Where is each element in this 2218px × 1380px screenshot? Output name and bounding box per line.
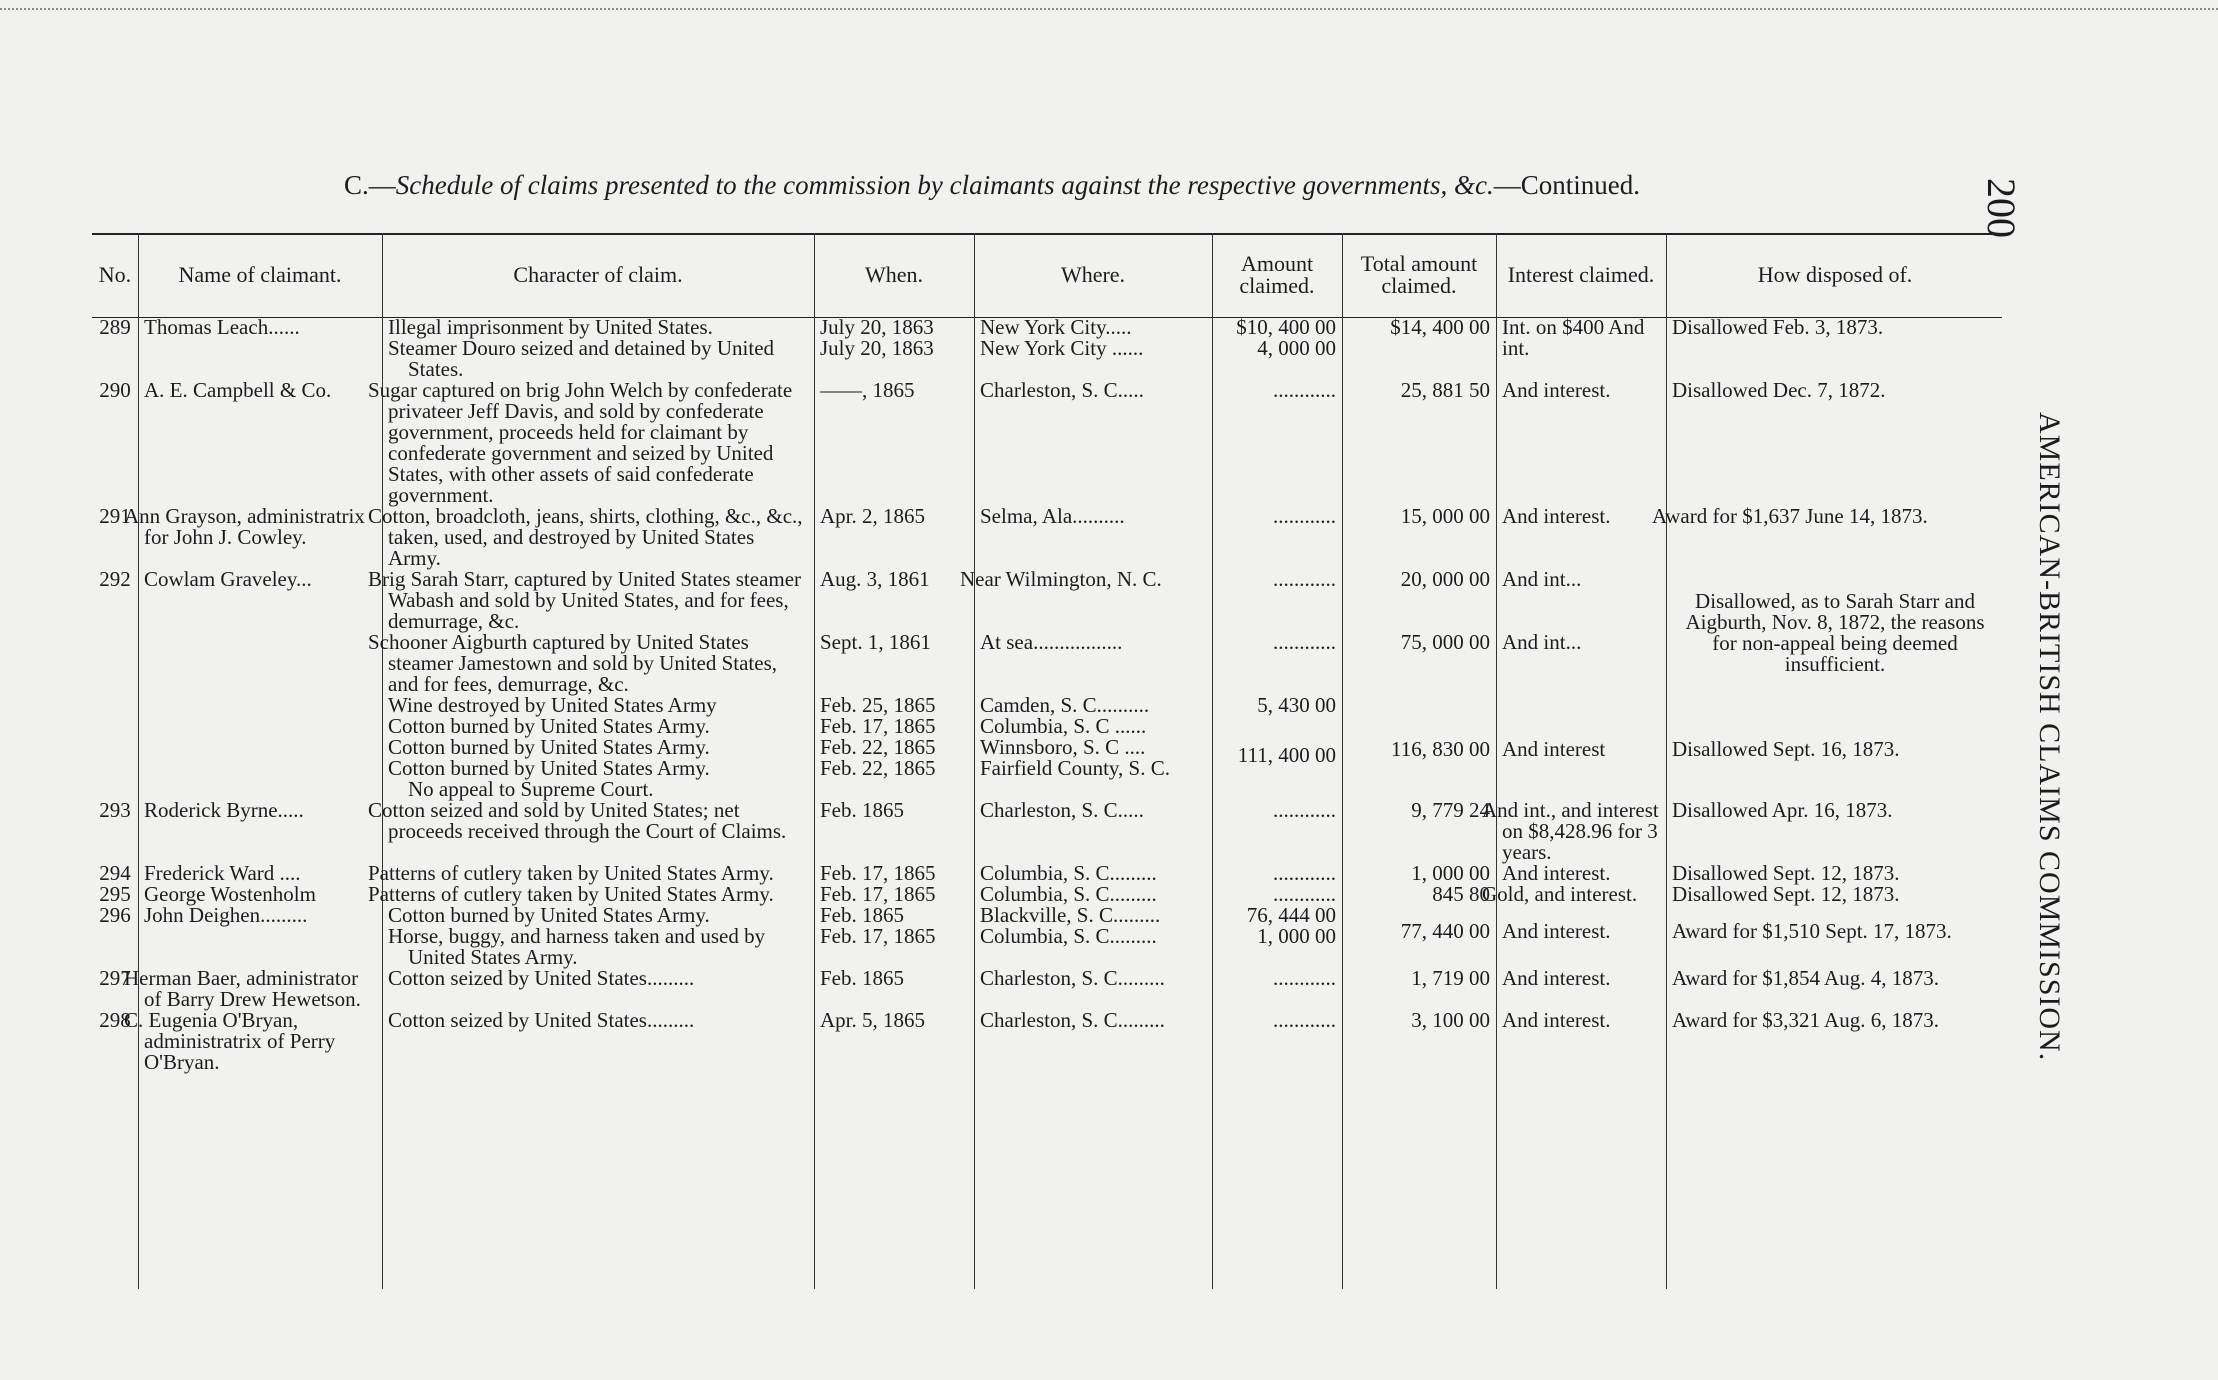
disposition: Disallowed Feb. 3, 1873. (1672, 315, 1884, 339)
claimant-name: George Wostenholm (144, 882, 316, 906)
interest-claimed: And int... (1502, 567, 1582, 591)
disposition: Award for $1,854 Aug. 4, 1873. (1672, 966, 1939, 990)
col-header-interest: Interest claimed. (1507, 262, 1655, 287)
claim-character: Cotton, broadcloth, jeans, shirts, clothing, &c., &c., taken, used, and destroyed by United States Army. (368, 504, 803, 570)
claim-when: Apr. 2, 1865 (820, 504, 925, 528)
claim-when: Feb. 25, 1865 Feb. 17, 1865 Feb. 22, 1865 Feb. 22, 1865 (820, 693, 936, 780)
claim-character: Cotton seized and sold by United States; net proceeds received through the Court of Claims. (368, 798, 787, 843)
total-claimed: 77, 440 00 (1400, 919, 1490, 943)
claimant-name: Herman Baer, administrator of Barry Drew Hewetson. (124, 966, 361, 1011)
table-row (92, 884, 2004, 905)
claim-character: Schooner Aigburth captured by United States steamer Jamestown and sold by United States, and for fees, demurrage, &c. (368, 630, 778, 696)
col-header-total: Total amount claimed. (1360, 251, 1478, 298)
claimant-name: Cowlam Graveley... (144, 567, 312, 591)
claim-character: Brig Sarah Starr, captured by United States steamer Wabash and sold by United States, and for fees, demurrage, &c. (368, 567, 802, 633)
page-top-rule (0, 8, 2218, 10)
amount-claimed: ............ (1273, 567, 1336, 591)
claimant-name: Thomas Leach...... (144, 315, 300, 339)
amount-claimed: ............ (1273, 1008, 1336, 1032)
interest-claimed: And interest. (1502, 504, 1611, 528)
claim-when: Feb. 1865 (820, 966, 904, 990)
claim-where: Charleston, S. C......... (980, 966, 1165, 990)
claim-where: Camden, S. C.......... Columbia, S. C ...... Winnsboro, S. C .... Fairfield County, S. C. (980, 693, 1170, 780)
col-header-amount: Amount claimed. (1239, 251, 1315, 298)
caption-title: Schedule of claims presented to the commission by claimants against the respective governments, &c. (395, 170, 1494, 200)
disposition: Disallowed, as to Sarah Starr and Aigburth, Nov. 8, 1872, the reasons for non-appeal being deemed insufficient. (1685, 589, 1985, 676)
amount-claimed: ............ (1273, 882, 1336, 906)
claimant-name: C. Eugenia O'Bryan, administratrix of Perry O'Bryan. (124, 1008, 336, 1074)
amount-claimed: ............ (1273, 504, 1336, 528)
schedule-caption (344, 170, 1784, 201)
claim-number: 297 (99, 966, 131, 990)
col-header-where: Where. (1060, 262, 1126, 287)
claim-when: Feb. 17, 1865 (820, 861, 936, 885)
col-header-character: Character of claim. (513, 262, 683, 287)
header-row (92, 233, 2004, 317)
interest-claimed: And interest. (1502, 966, 1611, 990)
claim-where: Columbia, S. C......... (980, 882, 1157, 906)
claim-where: Charleston, S. C......... (980, 1008, 1165, 1032)
interest-claimed: Gold, and interest. (1482, 882, 1638, 906)
caption-suffix: —Continued. (1493, 170, 1641, 200)
amount-claimed: ............ (1273, 861, 1336, 885)
claim-number: 291 (99, 504, 131, 528)
disposition: Disallowed Sept. 16, 1873. (1672, 737, 1900, 761)
claim-where: Columbia, S. C......... (980, 861, 1157, 885)
claim-character: Cotton seized by United States......... (388, 1008, 695, 1032)
total-claimed: 75, 000 00 (1400, 630, 1490, 654)
total-claimed: 116, 830 00 (1391, 737, 1490, 761)
disposition: Award for $1,510 Sept. 17, 1873. (1672, 919, 1952, 943)
table-row (92, 863, 2004, 884)
table-row (92, 569, 2004, 632)
claim-where: New York City..... New York City ...... (980, 315, 1144, 360)
claim-character: Sugar captured on brig John Welch by confederate privateer Jeff Davis, and sold by confederate government, proceeds held for claimant by confederate government and seized by United States, with other assets of said confederate government. (368, 378, 793, 507)
claim-character: Cotton burned by United States Army. Horse, buggy, and harness taken and used by United States Army. (388, 903, 766, 969)
claimant-name: Roderick Byrne..... (144, 798, 304, 822)
interest-claimed: And interest. (1502, 861, 1611, 885)
claim-character: Illegal imprisonment by United States. Steamer Douro seized and detained by United States. (388, 315, 775, 381)
interest-claimed: And interest (1502, 737, 1606, 761)
claim-number: 293 (99, 798, 131, 822)
total-claimed: 1, 719 00 (1411, 966, 1490, 990)
claim-when: Feb. 17, 1865 (820, 882, 936, 906)
claim-number: 298 (99, 1008, 131, 1032)
claim-where: Charleston, S. C..... (980, 378, 1144, 402)
amount-claimed: ............ (1273, 378, 1336, 402)
interest-claimed: And interest. (1502, 378, 1611, 402)
total-claimed: 845 80 (1432, 882, 1490, 906)
interest-claimed: And interest. (1502, 1008, 1611, 1032)
caption-prefix: C.— (344, 170, 396, 200)
total-claimed: 9, 779 24 (1411, 798, 1490, 822)
claim-number: 296 (99, 903, 131, 927)
disposition: Disallowed Sept. 12, 1873. (1672, 861, 1900, 885)
interest-claimed: And int., and interest on $8,428.96 for 3 years. (1482, 798, 1659, 864)
amount-claimed: 76, 444 00 1, 000 00 (1246, 903, 1336, 948)
claim-where: Charleston, S. C..... (980, 798, 1144, 822)
claim-number: 294 (99, 861, 131, 885)
claim-where: Blackville, S. C......... Columbia, S. C......... (980, 903, 1161, 948)
total-claimed: 1, 000 00 (1411, 861, 1490, 885)
disposition: Award for $3,321 Aug. 6, 1873. (1672, 1008, 1939, 1032)
amount-claimed: $10, 400 00 4, 000 00 (1236, 315, 1336, 360)
claim-when: July 20, 1863 July 20, 1863 (820, 315, 934, 360)
claimant-name: Frederick Ward .... (144, 861, 301, 885)
claimant-name: Ann Grayson, administratrix for John J. Cowley. (124, 504, 365, 549)
claim-when: Feb. 1865 (820, 798, 904, 822)
claimant-name: A. E. Campbell & Co. (144, 378, 332, 402)
table-row (92, 968, 2004, 1010)
claim-character: Patterns of cutlery taken by United States Army. (368, 861, 774, 885)
amount-claimed: ............ (1273, 630, 1336, 654)
col-header-disposition: How disposed of. (1757, 262, 1913, 287)
table-row (92, 905, 2004, 968)
running-head: AMERICAN-BRITISH CLAIMS COMMISSION. (2033, 412, 2066, 1062)
interest-claimed: Int. on $400 And int. (1502, 315, 1645, 360)
col-header-no: No. (98, 262, 132, 287)
claimant-name: John Deighen......... (144, 903, 308, 927)
claims-schedule-table (92, 233, 2004, 1073)
interest-claimed: And int... (1502, 630, 1582, 654)
claim-when: Apr. 5, 1865 (820, 1008, 925, 1032)
table-row (92, 800, 2004, 863)
table-row (92, 1010, 2004, 1073)
claim-where: Selma, Ala.......... (980, 504, 1125, 528)
amount-claimed: ............ (1273, 798, 1336, 822)
claim-when: Aug. 3, 1861 (820, 567, 930, 591)
claim-number: 295 (99, 882, 131, 906)
table-row (92, 317, 2004, 380)
disposition: Award for $1,637 June 14, 1873. (1652, 504, 1928, 528)
claim-number: 290 (99, 378, 131, 402)
table-row (92, 695, 2004, 800)
claim-where: At sea................. (980, 630, 1123, 654)
claim-when: Sept. 1, 1861 (820, 630, 931, 654)
total-claimed: 20, 000 00 (1400, 567, 1490, 591)
disposition: Disallowed Dec. 7, 1872. (1672, 378, 1886, 402)
page-number: 200 (1979, 178, 2024, 238)
table-row (92, 380, 2004, 506)
col-header-name: Name of claimant. (178, 262, 342, 287)
disposition: Disallowed Sept. 12, 1873. (1672, 882, 1900, 906)
claim-number: 289 (99, 315, 131, 339)
total-claimed: $14, 400 00 (1390, 315, 1490, 339)
amount-claimed: 5, 430 00 111, 400 00 (1237, 693, 1336, 767)
claim-when: Feb. 1865 Feb. 17, 1865 (820, 903, 936, 948)
table-row (92, 506, 2004, 569)
claim-where: Near Wilmington, N. C. (960, 567, 1162, 591)
amount-claimed: ............ (1273, 966, 1336, 990)
claim-character: Patterns of cutlery taken by United States Army. (368, 882, 774, 906)
total-claimed: 25, 881 50 (1400, 378, 1490, 402)
total-claimed: 15, 000 00 (1400, 504, 1490, 528)
claim-number: 292 (99, 567, 131, 591)
claim-when: ——, 1865 (820, 378, 915, 402)
claim-character: Cotton seized by United States......... (388, 966, 695, 990)
claim-character: Wine destroyed by United States Army Cotton burned by United States Army. Cotton burned by United States Army. Cotton burned by United States Army. No appeal to Supreme Court. (388, 693, 717, 801)
total-claimed: 3, 100 00 (1411, 1008, 1490, 1032)
disposition: Disallowed Apr. 16, 1873. (1672, 798, 1893, 822)
interest-claimed: And interest. (1502, 919, 1611, 943)
col-header-when: When. (864, 262, 924, 287)
